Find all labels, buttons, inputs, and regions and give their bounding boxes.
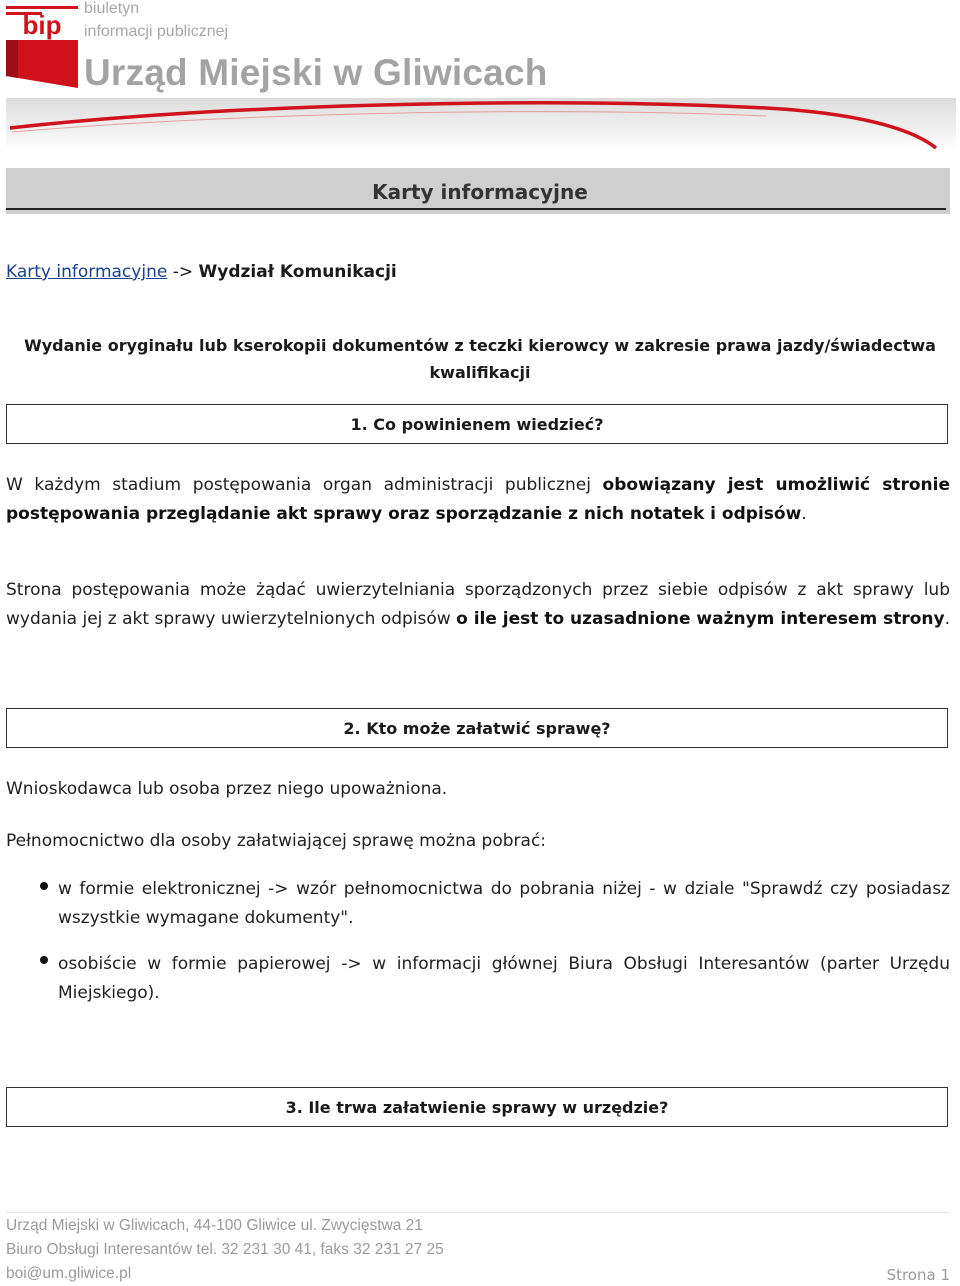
document-title: Wydanie oryginału lub kserokopii dokumentów z teczki kierowcy w zakresie prawa jazdy/świadectwa kwalifikacji	[24, 336, 936, 382]
section-bar-underline	[6, 208, 946, 210]
section-title: Karty informacyjne	[372, 180, 588, 204]
section-heading-1: 1. Co powinienem wiedzieć?	[6, 404, 948, 444]
breadcrumb	[6, 262, 397, 282]
breadcrumb-link-karty[interactable]: Karty informacyjne	[6, 262, 168, 282]
footer-email: boi@um.gliwice.pl	[6, 1265, 132, 1282]
list-item: w formie elektronicznej -> wzór pełnomocnictwa do pobrania niżej - w dziale "Sprawdź czy posiadasz wszystkie wymagane dokumenty".	[58, 879, 950, 928]
bullet-dot-icon	[40, 956, 48, 964]
section-heading-3: 3. Ile trwa załatwienie sprawy w urzędzie?	[6, 1087, 948, 1127]
list-item: osobiście w formie papierowej -> w informacji głównej Biura Obsługi Interesantów (parter Urzędu Miejskiego).	[58, 954, 950, 1003]
paragraph-1: W każdym stadium postępowania organ administracji publicznej obowiązany jest umożliwić stronie postępowania przeglądanie akt sprawy oraz sporządzanie z nich notatek i odpisów.	[6, 475, 950, 524]
paragraph-authorization: Pełnomocnictwo dla osoby załatwiającej sprawę można pobrać:	[6, 831, 547, 851]
bullet-dot-icon	[40, 882, 48, 890]
footer-address: Urząd Miejski w Gliwicach, 44-100 Gliwice ul. Zwycięstwa 21	[6, 1217, 423, 1234]
header-swoosh	[6, 98, 956, 152]
breadcrumb-separator: ->	[167, 262, 199, 282]
paragraph-applicant: Wnioskodawca lub osoba przez niego upoważniona.	[6, 779, 448, 799]
section-heading-2: 2. Kto może załatwić sprawę?	[6, 708, 948, 748]
page-number: Strona 1	[886, 1266, 950, 1284]
paragraph-2: Strona postępowania może żądać uwierzytelniania sporządzonych przez siebie odpisów z akt sprawy lub wydania jej z akt sprawy uwierzytelnionych odpisów o ile jest to uzasadnione ważnym interesem strony.	[6, 580, 950, 629]
footer-phone: Biuro Obsługi Interesantów tel. 32 231 30 41, faks 32 231 27 25	[6, 1241, 444, 1258]
bip-logo-text: bip	[22, 10, 62, 40]
bip-logo	[6, 4, 80, 90]
bip-label-line1: biuletyn	[84, 0, 140, 17]
footer-divider	[6, 1212, 950, 1213]
breadcrumb-current: Wydział Komunikacji	[198, 262, 397, 282]
office-title: Urząd Miejski w Gliwicach	[84, 52, 548, 93]
bip-label-line2: informacji publicznej	[84, 23, 229, 40]
